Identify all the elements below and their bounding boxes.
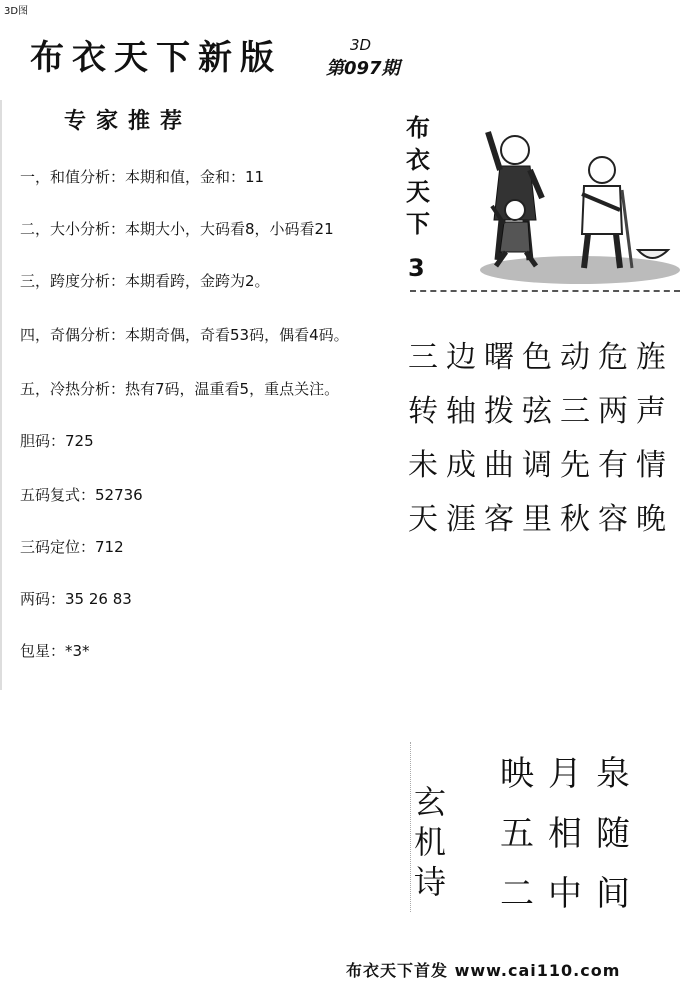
poem-line: 未成曲调先有情 xyxy=(408,448,674,483)
analysis-three-position: 三码定位：712 xyxy=(20,538,124,556)
footer-credit: 布衣天下首发 www.cai110.com xyxy=(346,961,621,980)
analysis-star: 包星：*3* xyxy=(20,642,90,660)
poem-line: 三边曙色动危旌 xyxy=(408,340,674,375)
issue-label: 3D xyxy=(350,36,372,54)
side-number: 3 xyxy=(408,254,425,282)
verse-line: 二中间 xyxy=(500,874,644,914)
cartoon-illustration xyxy=(470,110,680,290)
page-title: 布衣天下新版 xyxy=(30,38,282,78)
side-title: 布衣天下 xyxy=(406,113,430,238)
header-tag: 3D图 xyxy=(4,6,29,17)
verse-line: 五相随 xyxy=(500,814,644,854)
verse-line: 映月泉 xyxy=(500,754,644,794)
analysis-two-code: 两码：35 26 83 xyxy=(20,590,132,608)
poem-line: 天涯客里秋容晚 xyxy=(408,502,674,537)
analysis-parity: 四，奇偶分析：本期奇偶，奇看53码，偶看4码。 xyxy=(20,326,349,344)
analysis-five-code: 五码复式：52736 xyxy=(20,486,143,504)
verse-label: 玄机诗 xyxy=(414,783,447,901)
analysis-sum: 一，和值分析：本期和值，金和：11 xyxy=(20,168,265,186)
analysis-dan: 胆码：725 xyxy=(20,432,94,450)
analysis-span: 三，跨度分析：本期看跨，金跨为2。 xyxy=(20,272,270,290)
analysis-hotcold: 五，冷热分析：热有7码，温重看5，重点关注。 xyxy=(20,380,340,398)
analysis-size: 二，大小分析：本期大小，大码看8，小码看21 xyxy=(20,220,334,238)
subtitle: 专家推荐 xyxy=(64,108,193,134)
poem-line: 转轴拨弦三两声 xyxy=(408,394,674,429)
divider xyxy=(410,290,680,293)
issue-number: 第097期 xyxy=(326,58,400,79)
verse-divider xyxy=(410,742,412,912)
left-border xyxy=(0,100,2,690)
